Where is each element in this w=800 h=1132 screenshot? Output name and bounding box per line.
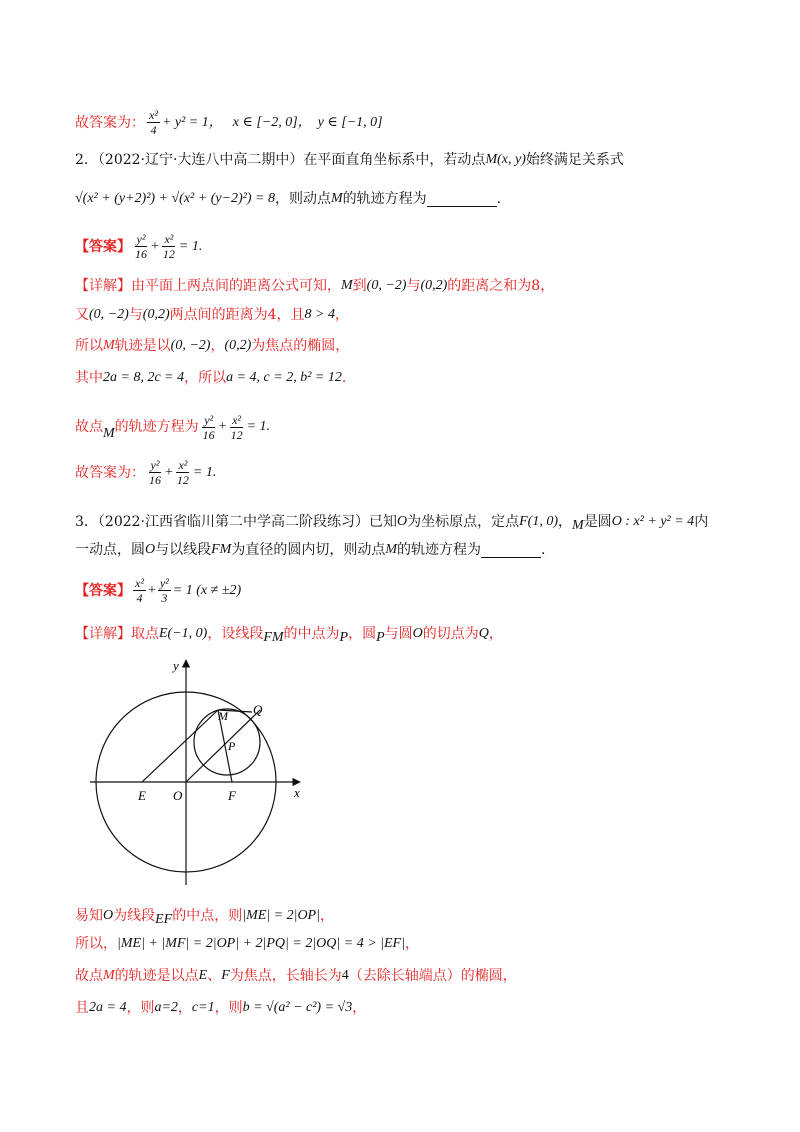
detail-text: 为焦点，长轴长为 [229,968,342,984]
detail-text: 与 [406,278,421,294]
x-range: x ∈ [−2, 0]， [232,114,312,130]
question-text: ， [558,514,573,530]
point: (0,2) [224,338,252,353]
point: Q [478,626,489,641]
label: 故答案为： [75,114,145,131]
point: O [103,908,114,923]
fraction: $\frac{\text{x²}}{12}$ [176,458,189,487]
detail-text: 两点间的距离为4，且 [169,307,305,323]
detail-text: ， [210,338,225,354]
fraction: $\frac{\text{x²}}{12}$ [230,412,243,442]
detail-text: 故点 [75,968,103,984]
detail-text: 所以 [75,338,103,354]
detail-text: 【详解】取点 [75,626,159,642]
detail-text: 与圆 [384,626,413,642]
detail-2-line-5: 故点 M 的轨迹方程为 $\frac{\text{y²}}{16}$ + $\frac{\text{x²}}{12}$ = 1. [75,410,270,444]
question-2-line-1 [75,150,624,170]
question-text: 始终满足关系式 [525,152,624,168]
detail-text: ， [334,307,349,323]
detail-text: ，圆 [348,626,377,642]
detail-text: ，设线段 [207,626,264,642]
label-m: M [218,709,228,723]
inequality: 8 > 4 [304,307,335,322]
detail-text: 、 [207,968,222,984]
label-q: Q [253,702,263,717]
point: O [412,626,423,641]
equation: O : x² + y² = 4 [611,514,695,529]
detail-text: ， [352,1000,367,1016]
number: 4 [341,968,349,983]
point: F [221,968,230,983]
equation: |ME| = 2|OP| [242,908,320,923]
answer-label: 【答案】 [75,238,131,255]
detail-text: ，则 [126,1000,155,1016]
point: M [385,542,398,557]
equation: = 1 (x ≠ ±2) [172,582,242,598]
question-text: 与以线段 [155,542,212,558]
question-text: 内 [694,514,709,530]
detail-text: ，所以 [184,370,227,386]
question-3-line-2 [75,540,545,560]
label-o: O [173,788,183,803]
point: (0, −2) [170,338,211,353]
detail-text: 为线段 [113,908,156,924]
fraction: $\frac{\text{y²}}{16}$ [202,412,215,442]
label-x: x [294,785,300,800]
point: (0, −2) [366,278,407,293]
detail-text: 的轨迹方程为 [114,419,199,435]
detail-2-line-2 [75,305,349,325]
question-text: 是圆 [583,514,612,530]
label-f: F [228,788,236,803]
question-text: 一动点，圆 [75,542,145,558]
answer-2: 【答案】 $\frac{\text{y²}}{16}$ + $\frac{\text{x²}}{12}$ = 1. [75,232,203,261]
fraction: $\frac{\text{x²}}{12}$ [162,232,175,261]
detail-text: 【详解】由平面上两点间的距离公式可知， [75,278,341,294]
question-text: 为坐标原点，定点 [407,514,520,530]
segment: EF [155,912,173,927]
answer-3: 【答案】 $\frac{\text{x²}}{4}$ + $\frac{\text{y²}}{3}$ = 1 (x ≠ ±2) [75,576,242,605]
equation: √(x² + (y+2)²) + √(x² + (y−2)²) = 8 [75,191,275,206]
label-p: P [228,739,236,753]
detail-text: 故点 [75,419,103,435]
detail-text: 故答案为： [75,464,145,481]
detail-2-line-1 [75,276,554,296]
detail-text: 的中点，则 [172,908,243,924]
detail-text: ， [404,936,419,952]
detail-2-line-3 [75,336,349,356]
detail-text: 又 [75,307,89,323]
question-text: . [496,191,502,207]
detail-text: 其中 [75,370,103,386]
detail-text: 到 [352,278,367,294]
detail-3-line-4 [75,966,517,986]
point: M(x, y) [485,152,526,167]
question-text: 的轨迹方程为 [397,542,482,558]
fraction: $\frac{\text{y²}}{16}$ [135,232,147,261]
detail-text: 的距离之和为8， [447,278,555,294]
detail-2-line-4 [75,368,346,388]
detail-text: 易知 [75,908,103,924]
point: F(1, 0) [519,514,559,529]
detail-text: 轨迹是以 [114,338,171,354]
detail-text: ， [488,626,503,642]
detail-text: . [341,370,347,386]
detail-text: ， [177,1000,192,1016]
y-range: y ∈ [−1, 0] [317,114,383,130]
question-3-line-1 [75,508,708,536]
point: M [103,968,115,983]
equation: = 1. [246,419,271,434]
question-2-line-2 [75,189,501,209]
fraction: $\frac{\text{y²}}{16}$ [149,458,161,487]
detail-text: 所以， [75,936,117,952]
label-y: y [173,658,179,673]
answer-line-1 [75,108,383,137]
question-text: 3．（2022·江西省临川第二中学高二阶段练习）已知 [75,514,397,530]
point: O [397,514,408,529]
answer-blank [427,192,497,207]
answer-label: 【答案】 [75,582,131,599]
segment: FM [211,542,232,557]
point: M [103,426,115,441]
detail-text: 的中点为 [283,626,340,642]
question-text: 为直径的圆内切，则动点 [231,542,386,558]
point: M [572,518,584,533]
detail-text: 与 [128,307,143,323]
equation: = 1. [192,464,217,480]
question-text: 的轨迹方程为 [342,191,427,207]
equation: 2a = 4 [89,1000,127,1015]
point: M [341,278,353,293]
detail-3-line-5 [75,998,366,1018]
equation: |ME| + |MF| = 2|OP| + 2|PQ| = 2|OQ| = 4 > |EF| [117,936,405,951]
point: M [103,338,115,353]
detail-text: 且 [75,1000,89,1016]
point: E(−1, 0) [159,626,208,641]
point: (0,2) [142,307,170,322]
detail-text: 的轨迹是以点 [114,968,199,984]
point: (0, −2) [89,307,129,322]
detail-text: 为焦点的椭圆， [251,338,350,354]
equation: = 1. [178,238,203,254]
point: P [376,630,385,645]
point: O [145,542,156,557]
equation: 2a = 8, 2c = 4 [103,370,185,385]
question-text: ，则动点 [275,191,331,207]
question-text: . [541,542,546,558]
fraction: $\frac{\text{y²}}{3}$ [159,576,169,605]
segment: FM [263,630,284,645]
segment-em [142,710,218,782]
geometry-figure [80,650,310,890]
equation: b = √(a² − c²) = √3 [242,1000,353,1015]
detail-text: ， [319,908,334,924]
label-e: E [138,788,146,803]
fraction: $\frac{\text{x²}}{4}$ [149,108,158,137]
equation: a = 4, c = 2, b² = 12 [226,370,342,385]
answer-blank [481,543,541,558]
equation: + y² = 1， [161,114,223,130]
equation: c=1 [191,1000,215,1015]
point: E [198,968,208,983]
equation: a=2 [154,1000,178,1015]
point: P [339,630,349,645]
question-text: 2．（2022·辽宁·大连八中高二期中）在平面直角坐标系中，若动点 [75,152,486,168]
detail-3-line-1 [75,620,503,648]
detail-2-line-6: 故答案为： $\frac{\text{y²}}{16}$ + $\frac{\text{x²}}{12}$ = 1. [75,458,217,487]
point: (0,2) [420,278,448,293]
fraction: $\frac{\text{x²}}{4}$ [135,576,144,605]
detail-3-line-2 [75,902,334,930]
detail-text: （去除长轴端点）的椭圆， [348,968,517,984]
point: M [331,191,343,206]
detail-text: ，则 [214,1000,243,1016]
detail-text: 的切点为 [422,626,479,642]
detail-3-line-3 [75,934,419,954]
